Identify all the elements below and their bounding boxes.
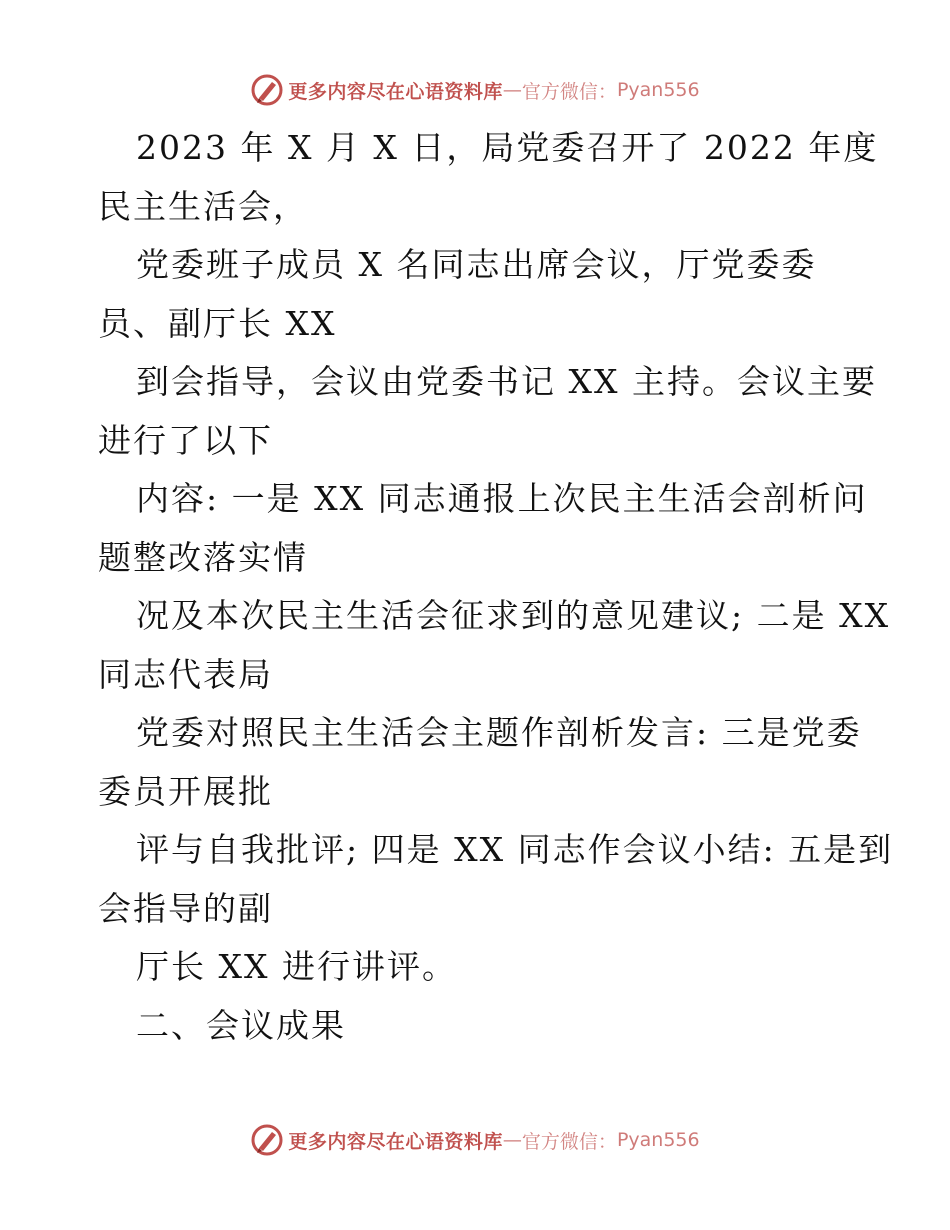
text-line-3: 党委班子成员 X 名同志出席会议，厅党委委 [136,245,817,284]
pen-logo-icon [250,1123,284,1157]
document-body [98,119,894,1055]
watermark-wechat-id: Pyan556 [616,1129,700,1151]
text-line-14: 会指导的副 [98,888,273,928]
watermark-main-text: 更多内容尽在心语资料库 [288,1130,503,1153]
text-line-10: 同志代表局 [98,654,273,694]
text-line-2: 民主生活会， [98,186,308,226]
text-line-1: 2023 年 X 月 X 日，局党委召开了 2022 年度 [136,128,879,167]
section-heading: 二、会议成果 [136,1005,346,1045]
watermark-main-text: 更多内容尽在心语资料库 [288,80,503,103]
text-line-8: 题整改落实情 [98,537,308,577]
text-line-12: 委员开展批 [98,771,273,811]
text-line-7: 内容: 一是 XX 同志通报上次民主生活会剖析问 [136,479,868,518]
header-watermark [0,70,950,110]
text-line-6: 进行了以下 [98,420,273,460]
text-line-5: 到会指导，会议由党委书记 XX 主持。会议主要 [136,362,877,401]
text-line-9: 况及本次民主生活会征求到的意见建议; 二是 XX [136,596,891,635]
watermark-label: 官方微信： [521,80,617,103]
text-line-15: 厅长 XX 进行讲评。 [136,947,457,986]
watermark-separator: — [502,1129,522,1151]
text-line-13: 评与自我批评; 四是 XX 同志作会议小结: 五是到 [136,830,894,869]
watermark-separator: — [502,79,522,101]
footer-watermark [0,1120,950,1160]
pen-logo-icon [250,73,284,107]
text-line-4: 员、副厅长 XX [98,303,337,343]
text-line-11: 党委对照民主生活会主题作剖析发言: 三是党委 [136,713,862,752]
watermark-label: 官方微信： [521,1130,617,1153]
watermark-wechat-id: Pyan556 [616,79,700,101]
